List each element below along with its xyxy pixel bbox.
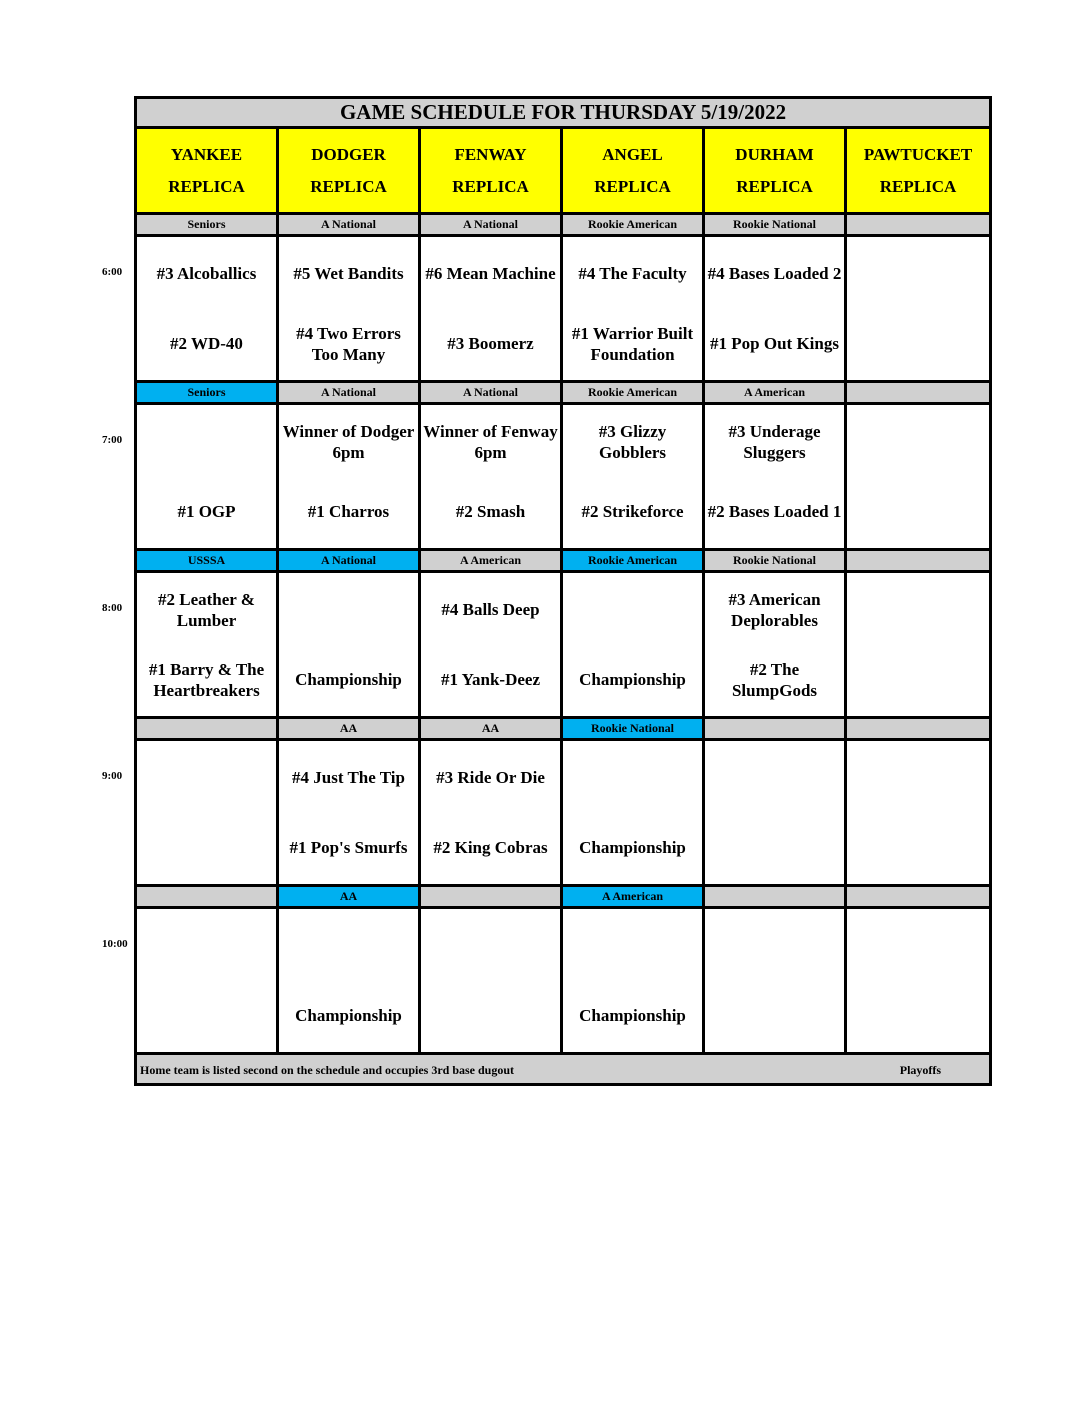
game-cell (562, 908, 704, 1054)
game-cell (562, 404, 704, 550)
time-label: 7:00 (102, 433, 123, 446)
home-team: Championship (579, 670, 686, 689)
game-cell (562, 740, 704, 886)
division-row (136, 718, 991, 740)
division-label: AA (420, 718, 562, 740)
home-team (847, 645, 989, 715)
home-team: #1 Charros (307, 502, 390, 521)
away-team (847, 239, 989, 309)
game-cell (846, 908, 991, 1054)
division-label (846, 550, 991, 572)
home-team: #2 King Cobras (433, 838, 548, 857)
game-cell (846, 740, 991, 886)
division-label: Rookie American (562, 214, 704, 236)
schedule-title: GAME SCHEDULE FOR THURSDAY 5/19/2022 (136, 98, 991, 128)
game-cell (420, 740, 562, 886)
division-label (846, 718, 991, 740)
division-label (704, 718, 846, 740)
game-row (136, 572, 991, 718)
division-label: AA (278, 718, 420, 740)
time-label: 6:00 (102, 265, 123, 278)
field-header-durham (704, 128, 846, 214)
division-row (136, 550, 991, 572)
division-label (846, 214, 991, 236)
field-name: ANGEL (602, 144, 663, 164)
home-team (421, 981, 560, 1051)
field-name: PAWTUCKET (863, 144, 973, 164)
division-label: A National (420, 214, 562, 236)
home-team (847, 813, 989, 883)
home-team: #1 OGP (177, 502, 236, 521)
field-subtitle: REPLICA (594, 176, 671, 196)
field-subtitle: REPLICA (879, 176, 957, 196)
field-header-angel (562, 128, 704, 214)
away-team (847, 407, 989, 477)
field-header-yankee (136, 128, 278, 214)
home-team: Championship (579, 838, 686, 857)
division-label: A National (420, 382, 562, 404)
footer-legend: Playoffs (899, 1063, 942, 1077)
game-row (136, 740, 991, 886)
division-label (846, 382, 991, 404)
field-subtitle: REPLICA (736, 176, 813, 196)
division-label: A National (278, 382, 420, 404)
home-team: Championship (295, 670, 402, 689)
home-team: #1 Pop Out Kings (710, 334, 839, 353)
away-team (137, 911, 276, 981)
game-cell (278, 236, 420, 382)
home-team: #1 Warrior Built Foundation (571, 323, 694, 364)
game-cell (704, 236, 846, 382)
game-cell (278, 908, 420, 1054)
division-row (136, 214, 991, 236)
home-team: Championship (579, 1006, 686, 1025)
field-name: DODGER (311, 144, 386, 164)
home-team: #2 Smash (455, 502, 526, 521)
away-team: #4 Balls Deep (441, 600, 540, 619)
field-name: YANKEE (170, 144, 243, 164)
time-label: 9:00 (102, 769, 123, 782)
footer-note: Home team is listed second on the schedule and occupies 3rd base dugout (140, 1063, 515, 1077)
game-cell (136, 236, 278, 382)
field-subtitle: REPLICA (168, 176, 245, 196)
away-team: #5 Wet Bandits (293, 264, 404, 283)
away-team (847, 911, 989, 981)
game-row (136, 404, 991, 550)
away-team (563, 575, 702, 645)
field-name: FENWAY (454, 144, 527, 164)
away-team: #4 The Faculty (578, 264, 687, 283)
home-team: #3 Boomerz (447, 334, 534, 353)
division-label (420, 886, 562, 908)
division-label: AA (278, 886, 420, 908)
division-label: Rookie American (562, 550, 704, 572)
home-team (705, 813, 844, 883)
division-label: Seniors (136, 214, 278, 236)
game-cell (420, 404, 562, 550)
away-team: #4 Bases Loaded 2 (707, 264, 842, 283)
game-cell (278, 404, 420, 550)
game-cell (136, 908, 278, 1054)
footer (136, 1054, 991, 1085)
away-team (137, 407, 276, 477)
division-label: Rookie National (704, 214, 846, 236)
field-subtitle: REPLICA (310, 176, 387, 196)
away-team: #3 Underage Sluggers (728, 421, 821, 462)
division-label: Rookie National (562, 718, 704, 740)
division-label: A American (420, 550, 562, 572)
division-label: A American (562, 886, 704, 908)
division-label: A National (278, 214, 420, 236)
home-team: #1 Yank-Deez (441, 670, 540, 689)
away-team (137, 743, 276, 813)
field-header-dodger (278, 128, 420, 214)
game-cell (846, 236, 991, 382)
home-team: #1 Pop's Smurfs (289, 838, 408, 857)
away-team: #2 Leather & Lumber (158, 589, 255, 630)
division-row (136, 886, 991, 908)
home-team: #2 Bases Loaded 1 (707, 502, 842, 521)
division-row (136, 382, 991, 404)
home-team (847, 981, 989, 1051)
away-team (279, 575, 418, 645)
away-team (421, 911, 560, 981)
division-label: A American (704, 382, 846, 404)
away-team (705, 743, 844, 813)
away-team (847, 743, 989, 813)
home-team (847, 477, 989, 547)
home-team: #1 Barry & The Heartbreakers (148, 659, 265, 700)
away-team: #3 Alcoballics (156, 264, 257, 283)
away-team: Winner of Dodger 6pm (282, 421, 415, 462)
home-team (137, 813, 276, 883)
division-label: Rookie National (704, 550, 846, 572)
away-team: #3 American Deplorables (728, 589, 821, 630)
game-cell (562, 572, 704, 718)
away-team (279, 911, 418, 981)
away-team (705, 911, 844, 981)
field-name: DURHAM (735, 144, 814, 164)
home-team: #2 WD-40 (170, 334, 243, 353)
away-team: Winner of Fenway 6pm (423, 421, 558, 462)
game-cell (278, 572, 420, 718)
schedule-table (134, 96, 992, 1086)
game-cell (136, 404, 278, 550)
home-team (137, 981, 276, 1051)
away-team: #4 Just The Tip (292, 768, 405, 787)
division-label (846, 886, 991, 908)
field-header-pawtucket (846, 128, 991, 214)
home-team (847, 309, 989, 379)
home-team (705, 981, 844, 1051)
division-label (704, 886, 846, 908)
game-cell (420, 236, 562, 382)
field-subtitle: REPLICA (452, 176, 529, 196)
away-team: #6 Mean Machine (425, 264, 556, 283)
game-cell (136, 572, 278, 718)
game-cell (420, 908, 562, 1054)
away-team: #3 Glizzy Gobblers (598, 421, 667, 462)
game-cell (136, 740, 278, 886)
away-team (563, 743, 702, 813)
division-label: Seniors (136, 382, 278, 404)
away-team: #3 Ride Or Die (436, 768, 545, 787)
division-label: A National (278, 550, 420, 572)
home-team: #4 Two Errors Too Many (296, 323, 401, 364)
home-team: #2 The SlumpGods (731, 659, 818, 700)
game-cell (704, 572, 846, 718)
game-cell (846, 404, 991, 550)
home-team: #2 Strikeforce (581, 502, 684, 521)
division-label (136, 718, 278, 740)
game-cell (846, 572, 991, 718)
game-cell (704, 740, 846, 886)
division-label (136, 886, 278, 908)
game-row (136, 908, 991, 1054)
field-header-fenway (420, 128, 562, 214)
division-label: Rookie American (562, 382, 704, 404)
time-label: 8:00 (102, 601, 123, 614)
time-label: 10:00 (102, 937, 128, 950)
game-cell (704, 908, 846, 1054)
away-team (563, 911, 702, 981)
away-team (847, 575, 989, 645)
division-label: USSSA (136, 550, 278, 572)
game-cell (562, 236, 704, 382)
game-row (136, 236, 991, 382)
game-cell (704, 404, 846, 550)
home-team: Championship (295, 1006, 402, 1025)
game-cell (278, 740, 420, 886)
game-cell (420, 572, 562, 718)
